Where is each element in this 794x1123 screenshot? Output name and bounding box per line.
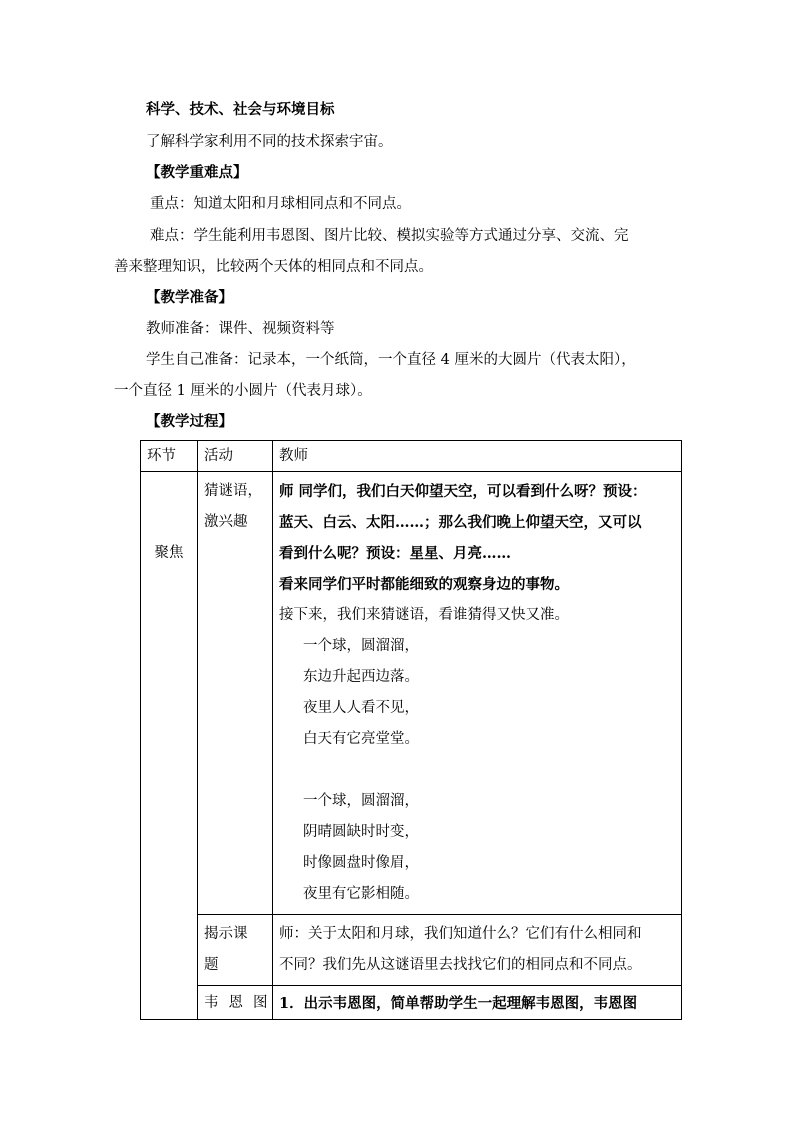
key-point-text: 重点：知道太阳和月球相同点和不同点。 bbox=[150, 196, 411, 212]
riddle-line: 白天有它亮堂堂。 bbox=[303, 731, 419, 747]
teaching-process-table bbox=[140, 440, 682, 1020]
teacher-text-line: 1．出示韦恩图，简单帮助学生一起理解韦恩图，韦恩图 bbox=[279, 995, 638, 1012]
section-label: 聚焦 bbox=[154, 545, 184, 561]
difficult-point-line-2: 善来整理知识，比较两个天体的相同点和不同点。 bbox=[114, 259, 433, 275]
teacher-text-line: 不同？我们先从这谜语里去找找它们的相同点和不同点。 bbox=[279, 957, 642, 973]
goal-heading: 科学、技术、社会与环境目标 bbox=[146, 101, 335, 118]
teacher-text-line: 看来同学们平时都能细致的观察身边的事物。 bbox=[279, 576, 569, 593]
activity-line: 激兴趣 bbox=[204, 514, 248, 530]
header-cell-activity: 活动 bbox=[198, 441, 273, 472]
difficulty-heading: 【教学重难点】 bbox=[146, 164, 248, 181]
teacher-prep-text: 教师准备：课件、视频资料等 bbox=[146, 321, 335, 337]
difficult-point-line-1: 难点：学生能利用韦恩图、图片比较、模拟实验等方式通过分享、交流、完 bbox=[150, 228, 629, 244]
student-prep-line-1: 学生自己准备：记录本，一个纸筒，一个直径 4 厘米的大圆片（代表太阳）， bbox=[146, 352, 636, 368]
table-row bbox=[141, 986, 682, 1020]
process-heading: 【教学过程】 bbox=[146, 413, 233, 430]
prep-heading: 【教学准备】 bbox=[146, 289, 233, 306]
header-cell-teacher: 教师 bbox=[273, 441, 682, 472]
teacher-text-line: 接下来，我们来猜谜语，看谁猜得又快又准。 bbox=[279, 607, 569, 623]
section-cell bbox=[141, 472, 198, 1020]
riddle-line: 东边升起西边落。 bbox=[303, 669, 419, 685]
goal-text: 了解科学家利用不同的技术探索宇宙。 bbox=[146, 134, 393, 150]
teacher-text-line: 师 同学们，我们白天仰望天空，可以看到什么呀？预设： bbox=[279, 483, 647, 500]
riddle-line: 时像圆盘时像眉， bbox=[303, 855, 419, 871]
student-prep-line-2: 一个直径 1 厘米的小圆片（代表月球）。 bbox=[114, 383, 372, 399]
riddle-line: 夜里有它影相随。 bbox=[303, 886, 419, 902]
activity-line: 揭示课 bbox=[204, 926, 248, 942]
teacher-text-line: 蓝天、白云、太阳……；那么我们晚上仰望天空，又可以 bbox=[279, 514, 642, 531]
riddle-line: 一个球，圆溜溜， bbox=[303, 793, 419, 809]
activity-line: 题 bbox=[204, 957, 219, 973]
blank-line bbox=[279, 755, 675, 786]
table-row bbox=[141, 472, 682, 915]
teacher-text-line: 师：关于太阳和月球，我们知道什么？它们有什么相同和 bbox=[279, 926, 642, 942]
teacher-text-line: 看到什么呢？预设：星星、月亮…… bbox=[279, 545, 511, 562]
riddle-line: 一个球，圆溜溜， bbox=[303, 638, 419, 654]
riddle-line: 阴晴圆缺时时变， bbox=[303, 824, 419, 840]
teacher-cell bbox=[273, 986, 682, 1020]
teacher-cell bbox=[273, 472, 682, 915]
activity-cell bbox=[198, 472, 273, 915]
teacher-cell bbox=[273, 915, 682, 986]
activity-cell bbox=[198, 915, 273, 986]
table-header-row bbox=[141, 441, 682, 472]
activity-line: 猜谜语， bbox=[204, 483, 262, 499]
riddle-line: 夜里人人看不见， bbox=[303, 700, 419, 716]
activity-line: 韦恩图 bbox=[204, 995, 278, 1011]
activity-cell bbox=[198, 986, 278, 1020]
table-row bbox=[141, 915, 682, 986]
header-cell-stage: 环节 bbox=[141, 441, 198, 472]
